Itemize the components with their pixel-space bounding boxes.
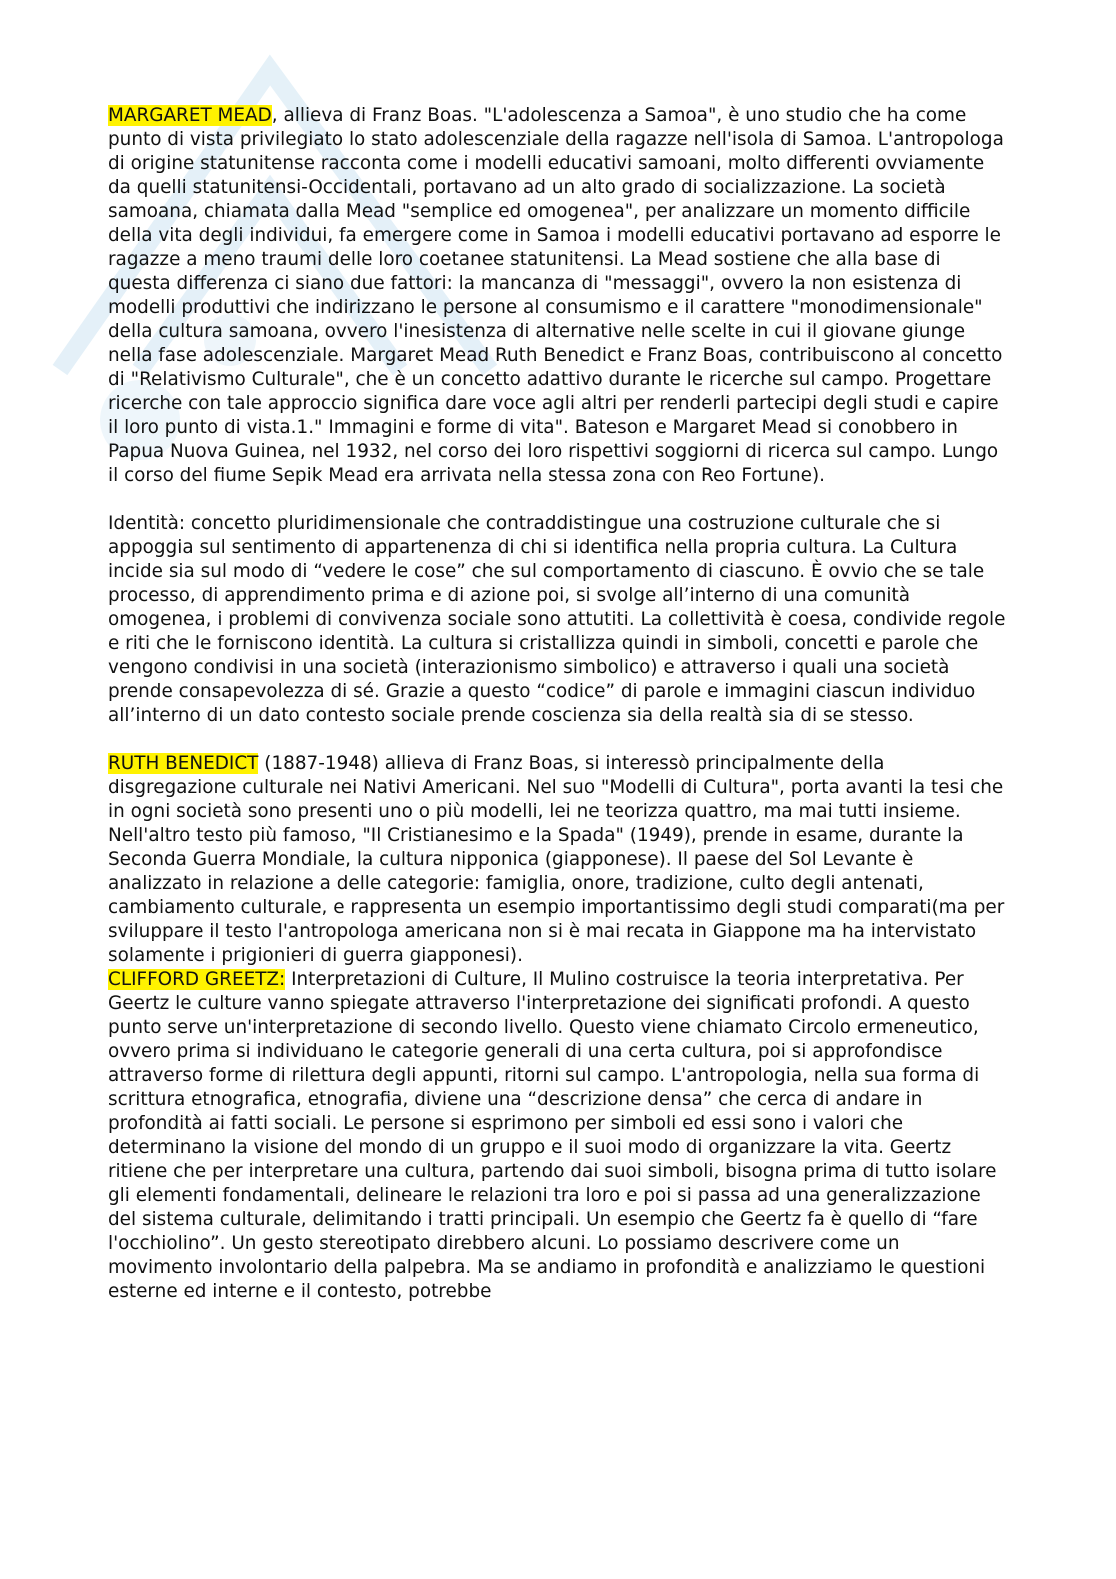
paragraph-gap xyxy=(108,488,1008,512)
highlighted-heading-clifford-greetz: CLIFFORD GREETZ: xyxy=(108,969,286,990)
paragraph-ruth-benedict xyxy=(108,752,1008,968)
document-body xyxy=(108,104,1008,1304)
paragraph-text: Identità: concetto pluridimensionale che contraddistingue una costruzione culturale che si appoggia sul sentimento di appartenenza di chi si identifica nella propria cultura. La Cultura incide sia sul modo di “vedere le cose” che sul comportamento di ciascuno. È ovvio che se tale processo, di apprendimento prima e di azione poi, si svolge all’interno di una comunità omogenea, i problemi di convivenza sociale sono attutiti. La collettività è coesa, condivide regole e riti che le forniscono identità. La cultura si cristallizza quindi in simboli, concetti e parole che vengono condivisi in una società (interazionismo simbolico) e attraverso i quali una società prende consapevolezza di sé. Grazie a questo “codice” di parole e immagini ciascun individuo all’interno di un dato contesto sociale prende coscienza sia della realtà sia di se stesso. xyxy=(108,513,1006,726)
paragraph-gap xyxy=(108,728,1008,752)
paragraph-clifford-geertz xyxy=(108,968,1008,1304)
paragraph-margaret-mead xyxy=(108,104,1008,488)
paragraph-identita xyxy=(108,512,1008,728)
paragraph-text: (1887-1948) allieva di Franz Boas, si interessò principalmente della disgregazione culturale nei Nativi Americani. Nel suo "Modelli di Cultura", porta avanti la tesi che in ogni società sono presenti uno o più modelli, lei ne teorizza quattro, ma mai tutti insieme. Nell'altro testo più famoso, "Il Cristianesimo e la Spada" (1949), prende in esame, durante la Seconda Guerra Mondiale, la cultura nipponica (giapponese). Il paese del Sol Levante è analizzato in relazione a delle categorie: famiglia, onore, tradizione, culto degli antenati, cambiamento culturale, e rappresenta un esempio importantissimo degli studi comparati(ma per sviluppare il testo l'antropologa americana non si è mai recata in Giappone ma ha intervistato solamente i prigionieri di guerra giapponesi). xyxy=(108,753,1005,966)
highlighted-heading-ruth-benedict: RUTH BENEDICT xyxy=(108,753,259,774)
paragraph-text: , allieva di Franz Boas. "L'adolescenza a Samoa", è uno studio che ha come punto di vista privilegiato lo stato adolescenziale della ragazze nell'isola di Samoa. L'antropologa di origine statunitense racconta come i modelli educativi samoani, molto differenti ovviamente da quelli statunitensi-Occidentali, portavano ad un alto grado di socializzazione. La società samoana, chiamata dalla Mead "semplice ed omogenea", per analizzare un momento difficile della vita degli individui, fa emergere come in Samoa i modelli educativi portavano ad esporre le ragazze a meno traumi delle loro coetanee statunitensi. La Mead sostiene che alla base di questa differenza ci siano due fattori: la mancanza di "messaggi", ovvero la non esistenza di modelli produttivi che indirizzano le persone al consumismo e il carattere "monodimensionale" della cultura samoana, ovvero l'inesistenza di alternative nelle scelte in cui il giovane giunge nella fase adolescenziale. Margaret Mead Ruth Benedict e Franz Boas, contribuiscono al concetto di "Relativismo Culturale", che è un concetto adattivo durante le ricerche sul campo. Progettare ricerche con tale approccio significa dare voce agli altri per renderli partecipi degli studi e capire il loro punto di vista.1." Immagini e forme di vita". Bateson e Margaret Mead si conobbero in Papua Nuova Guinea, nel 1932, nel corso dei loro rispettivi soggiorni di ricerca sul campo. Lungo il corso del fiume Sepik Mead era arrivata nella stessa zona con Reo Fortune). xyxy=(108,105,1004,486)
paragraph-text: Interpretazioni di Culture, Il Mulino costruisce la teoria interpretativa. Per Geertz le culture vanno spiegate attraverso l'interpretazione dei significati profondi. A questo punto serve un'interpretazione di secondo livello. Questo viene chiamato Circolo ermeneutico, ovvero prima si individuano le categorie generali di una certa cultura, poi si approfondisce attraverso forme di rilettura degli appunti, ritorni sul campo. L'antropologia, nella sua forma di scrittura etnografica, etnografia, diviene una “descrizione densa” che cerca di andare in profondità ai fatti sociali. Le persone si esprimono per simboli ed essi sono i valori che determinano la visione del mondo di un gruppo e il suoi modo di organizzare la vita. Geertz ritiene che per interpretare una cultura, partendo dai suoi simboli, bisogna prima di tutto isolare gli elementi fondamentali, delineare le relazioni tra loro e poi si passa ad una generalizzazione del sistema culturale, delimitando i tratti principali. Un esempio che Geertz fa è quello di “fare l'occhiolino”. Un gesto stereotipato direbbero alcuni. Lo possiamo descrivere come un movimento involontario della palpebra. Ma se andiamo in profondità e analizziamo le questioni esterne ed interne e il contesto, potrebbe xyxy=(108,969,997,1302)
highlighted-heading-margaret-mead: MARGARET MEAD xyxy=(108,105,272,126)
